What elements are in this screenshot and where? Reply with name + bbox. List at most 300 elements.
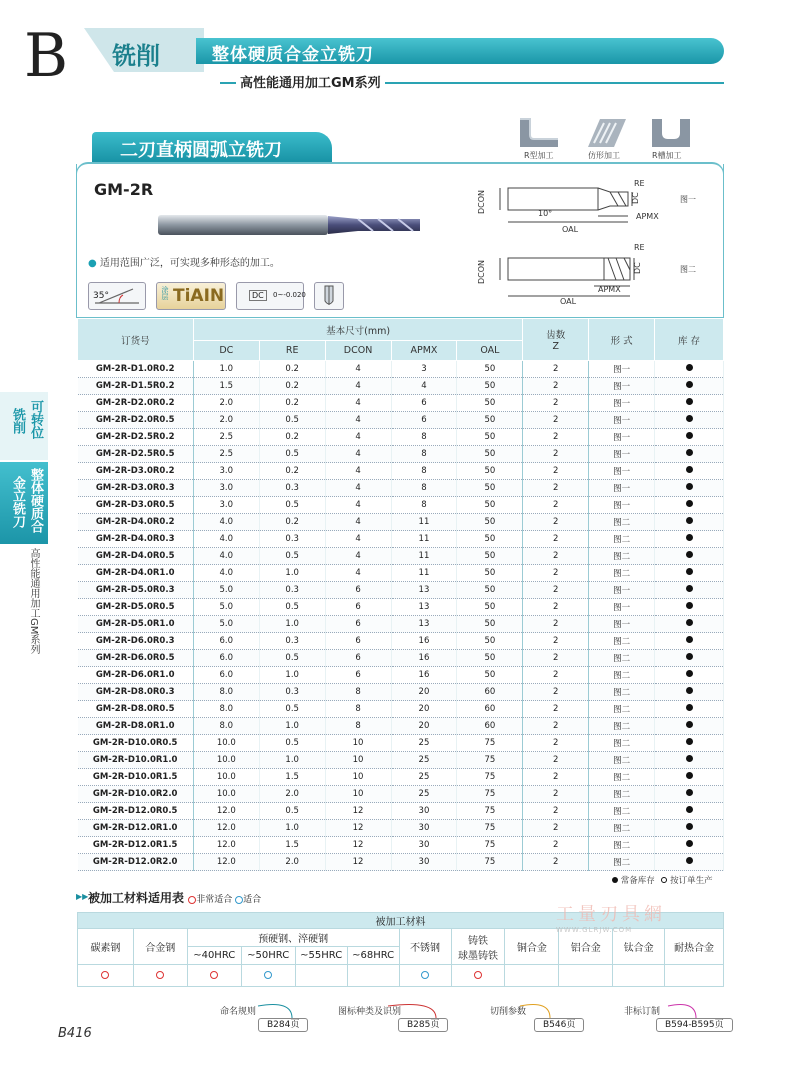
dc-cell: 5.0	[193, 599, 259, 616]
order-ring-icon	[661, 877, 667, 883]
apmx-cell: 8	[391, 463, 457, 480]
dc-cell: 12.0	[193, 854, 259, 871]
header-dc: DC	[193, 341, 259, 361]
mat-carbon-steel: 碳素钢	[78, 929, 134, 965]
suitable-icon	[421, 971, 429, 979]
oal-cell: 60	[457, 718, 523, 735]
order-no-cell: GM-2R-D2.0R0.5	[78, 412, 194, 429]
oal-cell: 50	[457, 395, 523, 412]
teeth-cell: 2	[523, 463, 589, 480]
dcon-cell: 4	[325, 395, 391, 412]
header-order-no: 订货号	[78, 319, 194, 361]
oal-cell: 75	[457, 803, 523, 820]
dc-cell: 5.0	[193, 616, 259, 633]
stock-cell	[655, 786, 724, 803]
watermark-text: 工量刃具網	[556, 904, 666, 925]
table-row	[78, 497, 724, 514]
oal-cell: 75	[457, 735, 523, 752]
apmx-cell: 25	[391, 769, 457, 786]
form-cell: 图一	[589, 361, 655, 378]
dc-cell: 10.0	[193, 769, 259, 786]
dc-cell: 2.0	[193, 412, 259, 429]
dc-cell: 6.0	[193, 633, 259, 650]
table-row	[78, 531, 724, 548]
teeth-cell: 2	[523, 480, 589, 497]
stock-cell	[655, 803, 724, 820]
re-cell: 0.5	[259, 599, 325, 616]
stock-cell	[655, 752, 724, 769]
stock-dot-icon	[686, 755, 693, 762]
order-no-cell: GM-2R-D10.0R1.5	[78, 769, 194, 786]
stock-cell	[655, 582, 724, 599]
drawing2-re: RE	[634, 243, 645, 252]
profiling-icon	[586, 115, 628, 149]
bullet-icon: ●	[88, 258, 97, 269]
dcon-cell: 10	[325, 735, 391, 752]
re-cell: 0.5	[259, 650, 325, 667]
model-name: GM-2R	[94, 180, 154, 199]
mat-cast-iron-label: 铸铁	[467, 935, 488, 947]
legend-very-label: 非常适合	[196, 895, 233, 905]
stock-dot-icon	[686, 806, 693, 813]
stock-cell	[655, 497, 724, 514]
teeth-cell: 2	[523, 361, 589, 378]
stock-dot-icon	[686, 738, 693, 745]
mat-aluminum: 铝合金	[559, 929, 613, 965]
form-cell: 图一	[589, 395, 655, 412]
dc-cell: 4.0	[193, 514, 259, 531]
order-no-cell: GM-2R-D6.0R0.5	[78, 650, 194, 667]
stock-dot-icon	[686, 840, 693, 847]
stock-cell	[655, 769, 724, 786]
stock-dot-icon	[686, 500, 693, 507]
stock-cell	[655, 650, 724, 667]
header-stock: 库 存	[655, 319, 724, 361]
form-cell: 图二	[589, 769, 655, 786]
section-title: 二刃直柄圆弧立铣刀	[92, 132, 332, 164]
teeth-cell: 2	[523, 378, 589, 395]
stock-cell	[655, 854, 724, 871]
side-tab1-line2: 铣削	[10, 408, 25, 434]
drawing-1	[477, 179, 696, 234]
re-cell: 1.5	[259, 769, 325, 786]
dcon-cell: 12	[325, 820, 391, 837]
apmx-cell: 11	[391, 531, 457, 548]
material-mark-cell	[347, 965, 399, 987]
tolerance-symbol: DC	[249, 290, 267, 301]
dcon-cell: 4	[325, 514, 391, 531]
corner-radius-badge	[314, 282, 344, 310]
drawing2-dc: DC	[633, 262, 642, 274]
drawing2-apmx: APMX	[598, 285, 621, 294]
page-title: 整体硬质合金立铣刀	[212, 45, 374, 65]
re-cell: 2.0	[259, 786, 325, 803]
stock-cell	[655, 684, 724, 701]
stock-cell	[655, 446, 724, 463]
teeth-cell: 2	[523, 633, 589, 650]
form-cell: 图二	[589, 854, 655, 871]
order-no-cell: GM-2R-D5.0R1.0	[78, 616, 194, 633]
form-cell: 图一	[589, 378, 655, 395]
order-no-cell: GM-2R-D8.0R0.5	[78, 701, 194, 718]
oal-cell: 50	[457, 480, 523, 497]
order-no-cell: GM-2R-D12.0R0.5	[78, 803, 194, 820]
stock-cell	[655, 701, 724, 718]
oal-cell: 50	[457, 599, 523, 616]
order-no-cell: GM-2R-D4.0R1.0	[78, 565, 194, 582]
re-cell: 0.2	[259, 378, 325, 395]
form-cell: 图二	[589, 548, 655, 565]
stock-cell	[655, 633, 724, 650]
dc-cell: 10.0	[193, 735, 259, 752]
oal-cell: 50	[457, 514, 523, 531]
radius-tool-icon	[315, 283, 343, 309]
dcon-cell: 6	[325, 599, 391, 616]
order-no-cell: GM-2R-D1.5R0.2	[78, 378, 194, 395]
apmx-cell: 30	[391, 837, 457, 854]
stock-dot-icon	[686, 602, 693, 609]
mat-hrc-68: ~68HRC	[347, 947, 399, 965]
table-row	[78, 548, 724, 565]
form-cell: 图一	[589, 429, 655, 446]
table-row	[78, 650, 724, 667]
table-row	[78, 701, 724, 718]
form-cell: 图二	[589, 820, 655, 837]
table-row	[78, 463, 724, 480]
material-mark-cell	[665, 965, 724, 987]
stock-cell	[655, 735, 724, 752]
form-cell: 图一	[589, 497, 655, 514]
form-cell: 图一	[589, 412, 655, 429]
spec-table-body	[78, 361, 724, 871]
oal-cell: 50	[457, 565, 523, 582]
spec-table	[77, 318, 724, 871]
stock-dot-icon	[612, 877, 618, 883]
drawing1-re: RE	[634, 179, 645, 188]
order-no-cell: GM-2R-D12.0R2.0	[78, 854, 194, 871]
r-profile-icon	[518, 115, 560, 149]
oal-cell: 60	[457, 684, 523, 701]
table-row	[78, 786, 724, 803]
stock-dot-icon	[686, 517, 693, 524]
header-form: 形 式	[589, 319, 655, 361]
watermark-url: WWW.GLRJW.COM	[556, 926, 633, 934]
table-row	[78, 429, 724, 446]
oal-cell: 50	[457, 497, 523, 514]
re-cell: 2.0	[259, 854, 325, 871]
re-cell: 0.2	[259, 395, 325, 412]
stock-cell	[655, 412, 724, 429]
side-tab-indexable[interactable]	[0, 392, 48, 460]
re-cell: 1.0	[259, 820, 325, 837]
re-cell: 1.5	[259, 837, 325, 854]
teeth-cell: 2	[523, 684, 589, 701]
suitable-icon	[235, 896, 243, 904]
dc-cell: 4.0	[193, 548, 259, 565]
table-row	[78, 514, 724, 531]
stock-cell	[655, 667, 724, 684]
re-cell: 0.3	[259, 480, 325, 497]
teeth-cell: 2	[523, 531, 589, 548]
form-cell: 图一	[589, 463, 655, 480]
ref-cutting-link[interactable]: B546页	[534, 1018, 584, 1032]
end-mill-image	[158, 210, 420, 240]
dcon-cell: 10	[325, 769, 391, 786]
dcon-cell: 4	[325, 429, 391, 446]
side-tab-solid-carbide[interactable]	[0, 462, 48, 544]
oal-cell: 50	[457, 667, 523, 684]
mat-alloy-steel: 合金钢	[133, 929, 187, 965]
apmx-cell: 13	[391, 582, 457, 599]
teeth-cell: 2	[523, 854, 589, 871]
legend-stock-label: 常备库存	[620, 876, 655, 886]
order-no-cell: GM-2R-D5.0R0.3	[78, 582, 194, 599]
table-row	[78, 565, 724, 582]
stock-dot-icon	[686, 789, 693, 796]
stock-cell	[655, 565, 724, 582]
stock-dot-icon	[686, 857, 693, 864]
side-tab2-line2: 金立铣刀	[10, 476, 25, 528]
drawing1-angle: 10°	[538, 209, 553, 218]
ref-icons-link[interactable]: B285页	[398, 1018, 448, 1032]
form-cell: 图二	[589, 701, 655, 718]
re-cell: 0.2	[259, 361, 325, 378]
stock-dot-icon	[686, 772, 693, 779]
apmx-cell: 6	[391, 395, 457, 412]
teeth-cell: 2	[523, 701, 589, 718]
order-no-cell: GM-2R-D4.0R0.2	[78, 514, 194, 531]
stock-cell	[655, 548, 724, 565]
dcon-cell: 4	[325, 497, 391, 514]
teeth-cell: 2	[523, 803, 589, 820]
dcon-cell: 10	[325, 752, 391, 769]
stock-dot-icon	[686, 364, 693, 371]
dc-cell: 2.0	[193, 395, 259, 412]
apmx-cell: 8	[391, 480, 457, 497]
apmx-cell: 16	[391, 633, 457, 650]
re-cell: 1.0	[259, 667, 325, 684]
re-cell: 0.5	[259, 701, 325, 718]
apmx-cell: 11	[391, 514, 457, 531]
apmx-cell: 25	[391, 786, 457, 803]
order-no-cell: GM-2R-D2.0R0.2	[78, 395, 194, 412]
dc-cell: 4.0	[193, 565, 259, 582]
stock-dot-icon	[686, 398, 693, 405]
apmx-cell: 30	[391, 820, 457, 837]
dcon-cell: 8	[325, 718, 391, 735]
section-letter: B	[24, 21, 69, 91]
re-cell: 0.5	[259, 446, 325, 463]
very-suitable-icon	[101, 971, 109, 979]
table-row	[78, 837, 724, 854]
order-no-cell: GM-2R-D5.0R0.5	[78, 599, 194, 616]
teeth-cell: 2	[523, 667, 589, 684]
order-no-cell: GM-2R-D4.0R0.3	[78, 531, 194, 548]
stock-dot-icon	[686, 449, 693, 456]
apmx-cell: 6	[391, 412, 457, 429]
teeth-cell: 2	[523, 514, 589, 531]
apmx-cell: 30	[391, 854, 457, 871]
dc-cell: 2.5	[193, 429, 259, 446]
materials-title	[88, 889, 261, 906]
oal-cell: 75	[457, 820, 523, 837]
dc-cell: 10.0	[193, 786, 259, 803]
apmx-cell: 11	[391, 565, 457, 582]
dcon-cell: 4	[325, 531, 391, 548]
stock-cell	[655, 599, 724, 616]
form-cell: 图二	[589, 803, 655, 820]
dcon-cell: 4	[325, 412, 391, 429]
table-row	[78, 395, 724, 412]
order-no-cell: GM-2R-D3.0R0.2	[78, 463, 194, 480]
header-apmx: APMX	[391, 341, 457, 361]
order-no-cell: GM-2R-D8.0R0.3	[78, 684, 194, 701]
ref-custom-label: 非标订制	[624, 1007, 661, 1017]
dcon-cell: 4	[325, 361, 391, 378]
stock-cell	[655, 395, 724, 412]
teeth-cell: 2	[523, 395, 589, 412]
table-row	[78, 599, 724, 616]
drawing1-oal: OAL	[562, 225, 579, 234]
drawing1-label: 图一	[680, 195, 696, 204]
mat-stainless: 不锈钢	[399, 929, 451, 965]
re-cell: 1.0	[259, 616, 325, 633]
dc-cell: 5.0	[193, 582, 259, 599]
header-oal: OAL	[457, 341, 523, 361]
material-mark-cell	[187, 965, 241, 987]
teeth-cell: 2	[523, 429, 589, 446]
ref-cutting-label: 切削参数	[490, 1007, 527, 1017]
oal-cell: 50	[457, 361, 523, 378]
teeth-cell: 2	[523, 769, 589, 786]
header-basic-dims: 基本尺寸(mm)	[193, 319, 522, 341]
ref-naming-link[interactable]: B284页	[258, 1018, 308, 1032]
process-label-r: R型加工	[524, 151, 554, 160]
page-subtitle: 高性能通用加工GM系列	[236, 72, 385, 91]
re-cell: 1.0	[259, 718, 325, 735]
stock-cell	[655, 463, 724, 480]
apmx-cell: 16	[391, 667, 457, 684]
apmx-cell: 13	[391, 616, 457, 633]
oal-cell: 50	[457, 650, 523, 667]
re-cell: 0.2	[259, 514, 325, 531]
form-cell: 图一	[589, 582, 655, 599]
re-cell: 0.3	[259, 582, 325, 599]
drawing2-oal: OAL	[560, 297, 577, 304]
apmx-cell: 30	[391, 803, 457, 820]
dc-cell: 12.0	[193, 837, 259, 854]
material-mark-cell	[613, 965, 665, 987]
oal-cell: 50	[457, 429, 523, 446]
stock-cell	[655, 480, 724, 497]
drawing1-apmx: APMX	[636, 212, 659, 221]
form-cell: 图一	[589, 480, 655, 497]
ref-custom-link[interactable]: B594-B595页	[656, 1018, 733, 1032]
form-cell: 图二	[589, 667, 655, 684]
process-label-profile: 仿形加工	[588, 151, 620, 160]
re-cell: 0.2	[259, 463, 325, 480]
table-row	[78, 803, 724, 820]
ref-naming-label: 命名规则	[220, 1007, 257, 1017]
dcon-cell: 4	[325, 548, 391, 565]
materials-group-header: 被加工材料	[78, 913, 724, 929]
stock-cell	[655, 837, 724, 854]
suitable-icon	[264, 971, 272, 979]
stock-cell	[655, 820, 724, 837]
material-mark-cell	[451, 965, 505, 987]
apmx-cell: 25	[391, 735, 457, 752]
stock-cell	[655, 531, 724, 548]
oal-cell: 50	[457, 582, 523, 599]
drawing-2	[477, 243, 696, 304]
drawing2-label: 图二	[680, 265, 696, 274]
order-no-cell: GM-2R-D2.5R0.2	[78, 429, 194, 446]
teeth-cell: 2	[523, 599, 589, 616]
mat-hrc-55: ~55HRC	[295, 947, 347, 965]
dcon-cell: 6	[325, 616, 391, 633]
apmx-cell: 8	[391, 429, 457, 446]
dcon-cell: 12	[325, 803, 391, 820]
table-row	[78, 616, 724, 633]
teeth-cell: 2	[523, 650, 589, 667]
dc-cell: 8.0	[193, 718, 259, 735]
feature-text	[88, 254, 280, 269]
category-title: 铣削	[112, 42, 160, 70]
triangle-icon: ▶▶	[76, 892, 89, 901]
table-row	[78, 480, 724, 497]
stock-dot-icon	[686, 534, 693, 541]
re-cell: 0.2	[259, 429, 325, 446]
mat-heat-resistant: 耐热合金	[665, 929, 724, 965]
drawing1-dcon: DCON	[477, 189, 486, 214]
mat-cast-iron	[451, 929, 505, 965]
table-row	[78, 684, 724, 701]
oal-cell: 50	[457, 633, 523, 650]
stock-dot-icon	[686, 721, 693, 728]
header-re: RE	[259, 341, 325, 361]
dc-cell: 8.0	[193, 684, 259, 701]
re-cell: 0.5	[259, 548, 325, 565]
apmx-cell: 8	[391, 497, 457, 514]
dc-cell: 6.0	[193, 650, 259, 667]
table-row	[78, 752, 724, 769]
table-row	[78, 378, 724, 395]
teeth-cell: 2	[523, 752, 589, 769]
teeth-cell: 2	[523, 446, 589, 463]
form-cell: 图二	[589, 752, 655, 769]
oal-cell: 75	[457, 769, 523, 786]
side-tab1-line1: 可转位	[28, 400, 43, 439]
dcon-cell: 4	[325, 480, 391, 497]
stock-dot-icon	[686, 483, 693, 490]
teeth-cell: 2	[523, 837, 589, 854]
order-no-cell: GM-2R-D12.0R1.0	[78, 820, 194, 837]
form-cell: 图二	[589, 633, 655, 650]
stock-dot-icon	[686, 568, 693, 575]
teeth-cell: 2	[523, 582, 589, 599]
helix-badge	[88, 282, 146, 310]
coating-badge	[156, 282, 226, 310]
table-row	[78, 361, 724, 378]
tolerance-badge	[236, 282, 304, 310]
stock-legend	[612, 874, 713, 886]
dc-cell: 8.0	[193, 701, 259, 718]
process-label-groove: R槽加工	[652, 151, 682, 160]
apmx-cell: 4	[391, 378, 457, 395]
mat-hardened-steel: 预硬钢、淬硬钢	[187, 929, 399, 947]
stock-dot-icon	[686, 653, 693, 660]
teeth-cell: 2	[523, 565, 589, 582]
